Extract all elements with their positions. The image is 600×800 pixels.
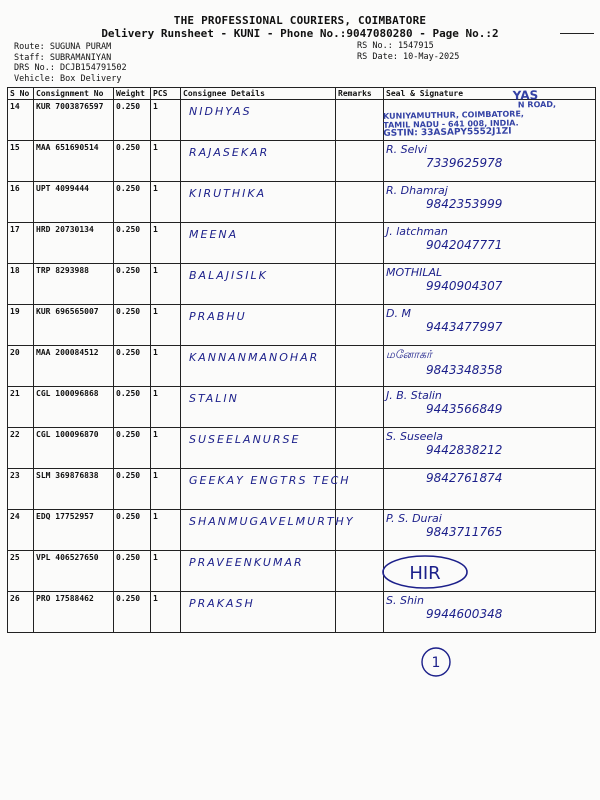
col-signature: Seal & Signature [384,88,596,100]
consignee-name: BALAJISILK [189,269,268,282]
table-row [8,510,596,551]
signature-cell [384,346,596,387]
signature-name: R. Dhamraj [386,184,448,197]
signature-phone: 9843348358 [426,363,503,377]
weight-cell: 0.250 [114,428,151,469]
signature-name: S. Suseela [386,430,443,443]
consignee-name: PRAKASH [189,597,255,610]
pcs-cell: 1 [151,305,181,346]
sno-cell: 21 [8,387,34,428]
signature-name: D. M [386,307,411,320]
consignment-cell: MAA 200084512 [34,346,114,387]
sno-cell: 24 [8,510,34,551]
consignment-cell: EDQ 17752957 [34,510,114,551]
sno-cell: 15 [8,141,34,182]
consignment-cell: CGL 100096868 [34,387,114,428]
remarks-cell [336,182,384,223]
signature-cell [384,510,596,551]
signature-phone: 9443477997 [426,320,503,334]
remarks-cell [336,551,384,592]
weight-cell: 0.250 [114,510,151,551]
signature-phone: 7339625978 [426,156,503,170]
sno-cell: 25 [8,551,34,592]
consignment-cell: CGL 100096870 [34,428,114,469]
signature-phone: 9842761874 [426,471,503,485]
signature-cell [384,223,596,264]
consignee-cell [181,551,336,592]
stamp-line1: YAS [512,88,539,103]
table-row [8,305,596,346]
consignment-cell: KUR 696565007 [34,305,114,346]
consignment-cell: VPL 406527650 [34,551,114,592]
consignee-cell [181,592,336,633]
signature-name: P. S. Durai [386,512,442,525]
col-consignee: Consignee Details [181,88,336,100]
signature-phone: 9944600348 [426,607,503,621]
sno-cell: 19 [8,305,34,346]
page-marker-line [560,33,594,34]
table-row [8,428,596,469]
weight-cell: 0.250 [114,100,151,141]
stamp-line5: GSTIN: 33ASAPY5552J1ZI [383,126,512,139]
signature-cell [384,305,596,346]
consignee-name: SHANMUGAVELMURTHY [189,515,355,528]
consignment-cell: KUR 7003876597 [34,100,114,141]
consignee-cell [181,182,336,223]
signature-name: R. Selvi [386,143,428,156]
sno-cell: 17 [8,223,34,264]
signature-cell [384,182,596,223]
consignee-cell [181,428,336,469]
consignee-cell [181,305,336,346]
rs-date-text: RS Date: 10-May-2025 [357,51,460,62]
weight-cell: 0.250 [114,469,151,510]
consignee-cell [181,346,336,387]
weight-cell: 0.250 [114,551,151,592]
hir-text: HIR [409,563,441,584]
seal-stamp [382,88,594,139]
consignee-cell [181,223,336,264]
runsheet-meta-left [14,42,127,84]
pcs-cell: 1 [151,223,181,264]
pcs-cell: 1 [151,182,181,223]
table-row [8,182,596,223]
weight-cell: 0.250 [114,223,151,264]
consignee-name: SUSEELANURSE [189,433,301,446]
table-row [8,592,596,633]
col-remarks: Remarks [336,88,384,100]
consignee-cell [181,100,336,141]
weight-cell: 0.250 [114,387,151,428]
pcs-cell: 1 [151,510,181,551]
signature-cell [384,264,596,305]
remarks-cell [336,141,384,182]
weight-cell: 0.250 [114,592,151,633]
pcs-cell: 1 [151,387,181,428]
stamp-line3: KUNIYAMUTHUR, COIMBATORE, [382,109,525,121]
col-sno: S No [8,88,34,100]
consignee-name: PRAVEENKUMAR [189,556,304,569]
consignment-cell: PRO 17588462 [34,592,114,633]
table-row [8,387,596,428]
consignee-name: KIRUTHIKA [189,187,267,200]
remarks-cell [336,223,384,264]
pcs-cell: 1 [151,141,181,182]
staff-text: Staff: SUBRAMANIYAN [14,52,112,63]
consignee-cell [181,264,336,305]
signature-phone: 9442838212 [426,443,503,457]
remarks-cell [336,264,384,305]
consignee-name: MEENA [189,228,239,241]
consignee-name: RAJASEKAR [189,146,270,159]
signature-cell [384,141,596,182]
table-row [8,551,596,592]
consignment-cell: SLM 369876838 [34,469,114,510]
consignment-cell: MAA 651690514 [34,141,114,182]
remarks-cell [336,100,384,141]
pcs-cell: 1 [151,346,181,387]
stamp-line2: N ROAD, [517,99,557,110]
pcs-cell: 1 [151,100,181,141]
runsheet-meta-right [357,41,459,62]
consignment-cell: TRP 8293988 [34,264,114,305]
consignee-name: NIDHYAS [189,105,252,118]
vehicle-text: Vehicle: Box Delivery [14,73,122,84]
consignment-cell: HRD 20730134 [34,223,114,264]
signature-name: மனோகர் [386,348,432,361]
consignee-name: STALIN [189,392,239,405]
consignee-cell [181,141,336,182]
signature-phone: 9042047771 [426,238,503,252]
route-text: Route: SUGUNA PURAM [14,42,112,52]
weight-cell: 0.250 [114,141,151,182]
weight-cell: 0.250 [114,305,151,346]
weight-cell: 0.250 [114,264,151,305]
consignee-name: GEEKAY ENGTRS TECH [189,474,351,487]
pcs-cell: 1 [151,551,181,592]
remarks-cell [336,346,384,387]
col-pcs: PCS [151,88,181,100]
rs-number-text: RS No.: 1547915 [357,41,434,51]
signature-name: J. B. Stalin [386,389,442,402]
sno-cell: 20 [8,346,34,387]
circle-text: 1 [431,655,441,671]
table-row [8,223,596,264]
consignee-name: KANNANMANOHAR [189,351,320,364]
sno-cell: 23 [8,469,34,510]
pcs-cell: 1 [151,592,181,633]
pcs-cell: 1 [151,428,181,469]
table-row [8,469,596,510]
sno-cell: 26 [8,592,34,633]
col-consignment: Consignment No [34,88,114,100]
weight-cell: 0.250 [114,182,151,223]
sno-cell: 22 [8,428,34,469]
page-circle-mark [420,646,452,678]
sno-cell: 16 [8,182,34,223]
remarks-cell [336,592,384,633]
stamp-line4: TAMIL NADU - 641 008, INDIA. [383,118,519,130]
col-weight: Weight [114,88,151,100]
remarks-cell [336,305,384,346]
signature-name: J. latchman [386,225,448,238]
runsheet-title: THE PROFESSIONAL COURIERS, COIMBATORE [173,14,427,27]
signature-phone: 9940904307 [426,279,503,293]
weight-cell: 0.250 [114,346,151,387]
signature-cell [384,387,596,428]
sno-cell: 14 [8,100,34,141]
drs-text: DRS No.: DCJB154791502 [14,63,127,73]
remarks-cell [336,387,384,428]
signature-cell [384,428,596,469]
signature-phone: 9443566849 [426,402,503,416]
consignee-cell [181,510,355,551]
consignee-cell [181,469,351,510]
signature-name: MOTHILAL [386,266,443,279]
table-row [8,346,596,387]
consignee-name: PRABHU [189,310,247,323]
consignment-cell: UPT 4099444 [34,182,114,223]
runsheet-subtitle: Delivery Runsheet - KUNI - Phone No.:9047080280 - Page No.:2 [101,27,499,40]
signature-cell [384,592,596,633]
signature-cell [384,469,596,510]
table-row [8,264,596,305]
signature-phone: 9843711765 [426,525,503,539]
pcs-cell: 1 [151,264,181,305]
signature-name: S. Shin [386,594,424,607]
delivery-table [7,87,596,633]
pcs-cell: 1 [151,469,181,510]
sno-cell: 18 [8,264,34,305]
table-row [8,141,596,182]
signature-phone: 9842353999 [426,197,503,211]
hir-circled-mark [380,553,470,591]
remarks-cell [336,428,384,469]
consignee-cell [181,387,336,428]
